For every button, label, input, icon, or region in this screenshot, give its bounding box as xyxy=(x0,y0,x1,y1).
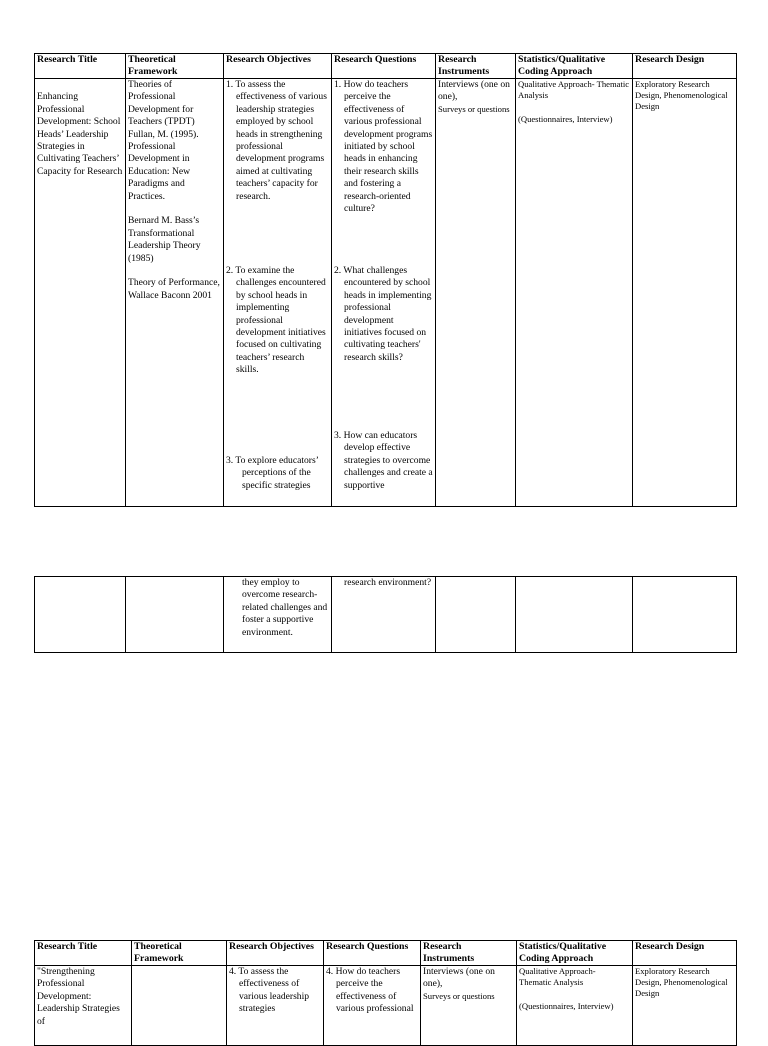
approach-text-2: (Questionnaires, Interview) xyxy=(518,113,613,124)
framework-item: Theories of Professional Development for Teachers (TPDT) Fullan, M. (1995). Professional Development in Education: New Paradigms and Practices. xyxy=(128,79,199,202)
cell-empty xyxy=(633,577,737,653)
objective-item: 2. To examine the challenges encountered by school heads in implementing professional development initiatives focused on cultivating teachers’ research skills. xyxy=(226,265,326,376)
instruments-text-2: Surveys or questions xyxy=(438,103,510,114)
header-theoretical-framework: Theoretical Framework xyxy=(126,54,224,79)
framework-item: Bernard M. Bass’s Transformational Leadership Theory (1985) xyxy=(128,215,201,264)
cell-empty xyxy=(35,577,126,653)
cell-empty xyxy=(516,577,633,653)
approach-text-2: (Questionnaires, Interview) xyxy=(519,1000,614,1011)
header-theoretical-framework: Theoretical Framework xyxy=(132,941,227,966)
question-item: 3. How can educators develop effective strategies to overcome challenges and create a supportive xyxy=(334,430,433,491)
header-research-design: Research Design xyxy=(633,54,737,79)
cell-theoretical-framework xyxy=(126,79,224,507)
header-research-title: Research Title xyxy=(35,54,126,79)
cell-research-objectives xyxy=(224,79,332,507)
cell-research-questions xyxy=(332,79,436,507)
header-research-instruments: Research Instruments xyxy=(436,54,516,79)
instruments-text: Interviews (one on one), xyxy=(438,79,510,103)
header-research-title: Research Title xyxy=(35,941,132,966)
cell-research-design xyxy=(633,966,737,1046)
header-statistics-approach: Statistics/Qualitative Coding Approach xyxy=(516,54,633,79)
cell-research-title xyxy=(35,79,126,507)
instruments-text-2: Surveys or questions xyxy=(423,990,495,1001)
cell-empty xyxy=(126,577,224,653)
cell-questions-continued xyxy=(332,577,436,653)
framework-item: Theory of Performance, Wallace Baconn 2001 xyxy=(128,277,220,301)
question-continued-text: research environment? xyxy=(344,577,432,588)
header-research-questions: Research Questions xyxy=(324,941,421,966)
question-item: 4. How do teachers perceive the effectiveness of various professional xyxy=(326,966,414,1015)
research-table-2 xyxy=(34,940,737,1046)
cell-research-questions xyxy=(324,966,421,1046)
header-statistics-approach: Statistics/Qualitative Coding Approach xyxy=(517,941,633,966)
cell-statistics-approach xyxy=(517,966,633,1046)
cell-research-instruments xyxy=(436,79,516,507)
objective-continued-text: they employ to overcome research-related challenges and foster a supportive environment. xyxy=(242,577,328,638)
objective-item: 4. To assess the effectiveness of various leadership strategies xyxy=(229,966,310,1015)
question-item: 2. What challenges encountered by school heads in implementing professional development initiatives focused on cultivating teachers' research skills? xyxy=(334,265,432,363)
research-table-continuation xyxy=(34,576,737,653)
approach-text: Qualitative Approach- Thematic Analysis xyxy=(518,79,630,101)
approach-text: Qualitative Approach- Thematic Analysis xyxy=(519,966,596,988)
cell-research-title xyxy=(35,966,132,1046)
cell-research-objectives xyxy=(227,966,324,1046)
header-research-objectives: Research Objectives xyxy=(224,54,332,79)
header-research-design: Research Design xyxy=(633,941,737,966)
instruments-text: Interviews (one on one), xyxy=(423,966,495,990)
header-research-questions: Research Questions xyxy=(332,54,436,79)
cell-empty xyxy=(436,577,516,653)
cell-research-design xyxy=(633,79,737,507)
design-text: Exploratory Research Design, Phenomenological Design xyxy=(635,79,728,112)
cell-statistics-approach xyxy=(516,79,633,507)
objective-item: 1. To assess the effectiveness of various leadership strategies employed by school heads in strengthening professional development programs aimed at cultivating teachers’ capacity for research. xyxy=(226,79,327,202)
design-text: Exploratory Research Design, Phenomenological Design xyxy=(635,966,728,999)
cell-theoretical-framework xyxy=(132,966,227,1046)
cell-research-instruments xyxy=(421,966,517,1046)
question-item: 1. How do teachers perceive the effectiveness of various professional development programs initiated by school heads in enhancing their research skills and fostering a research-oriented culture? xyxy=(334,79,433,215)
header-research-instruments: Research Instruments xyxy=(421,941,517,966)
header-research-objectives: Research Objectives xyxy=(227,941,324,966)
cell-objectives-continued xyxy=(224,577,332,653)
research-table-1 xyxy=(34,53,737,507)
research-title-text: Enhancing Professional Development: School Heads’ Leadership Strategies in Cultivating Teachers’ Capacity for Research xyxy=(37,91,123,177)
objective-item: 3. To explore educators’ perceptions of the specific strategies xyxy=(226,455,319,491)
research-title-text: "Strengthening Professional Development: Leadership Strategies of xyxy=(37,966,120,1027)
